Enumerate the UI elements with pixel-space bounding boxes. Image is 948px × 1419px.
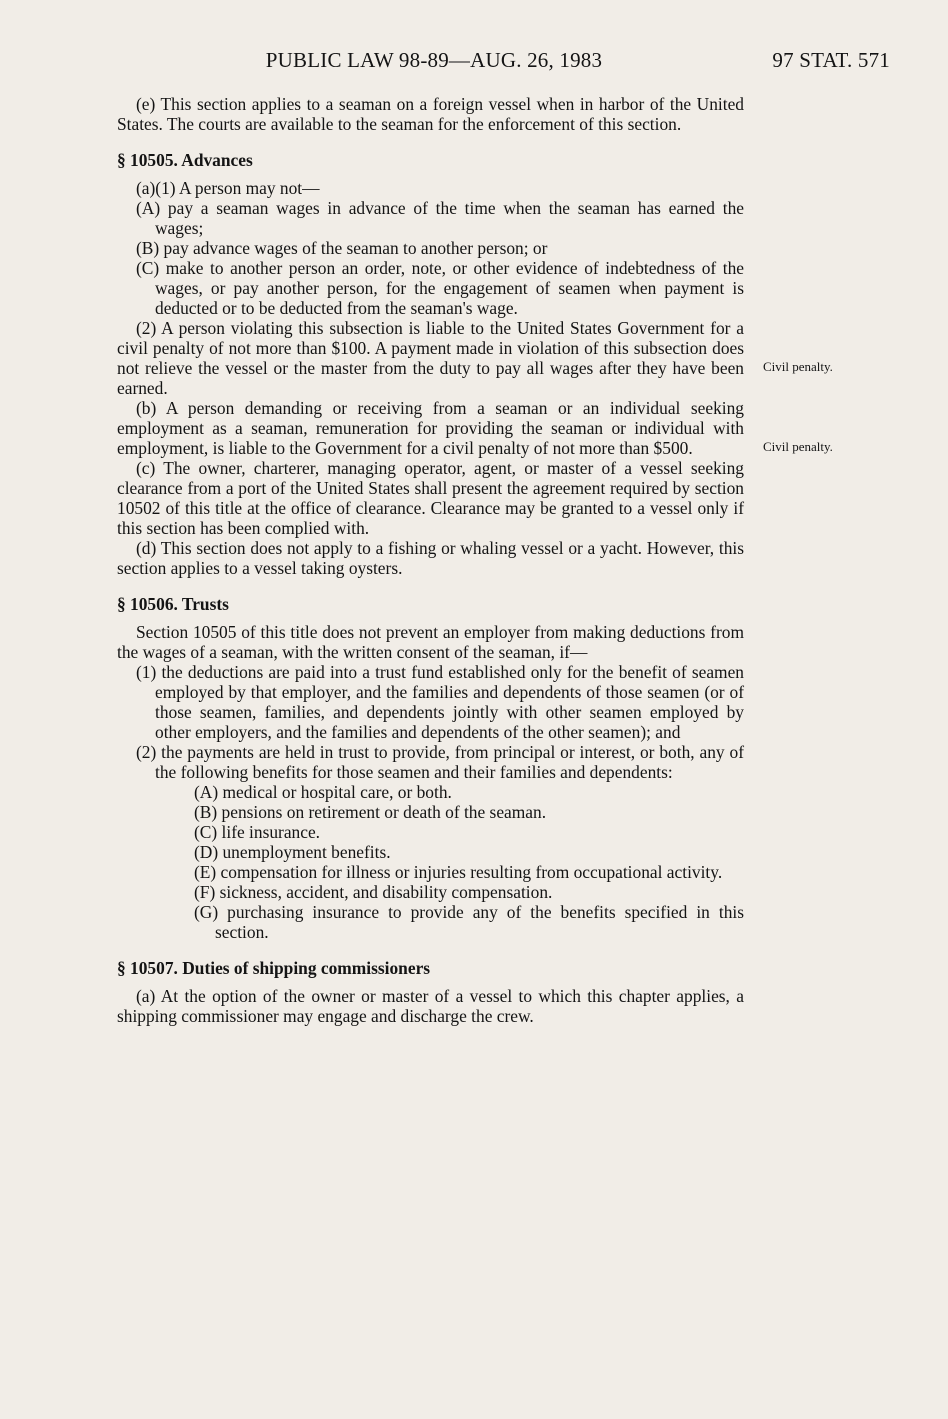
paragraph-trusts-1: (1) the deductions are paid into a trust fund established only for the benefit of seamen employed by that employer, and the families and dependents of those seamen (or of those seamen, families, and dependents jointly with other seamen employed by other employers, and the families and dependents of the other seamen); and xyxy=(136,662,744,742)
margin-note-civil-penalty: Civil penalty. xyxy=(763,359,833,374)
paragraph-trusts-G: (G) purchasing insurance to provide any of the benefits specified in this section. xyxy=(194,902,744,942)
paragraph-a1-A: (A) pay a seaman wages in advance of the time when the seaman has earned the wages; xyxy=(136,198,744,238)
paragraph-trusts-F: (F) sickness, accident, and disability compensation. xyxy=(194,882,553,902)
running-header-title: PUBLIC LAW 98-89—AUG. 26, 1983 xyxy=(265,48,603,72)
paragraph-10504-e: (e) This section applies to a seaman on a foreign vessel when in harbor of the United States. The courts are available to the seaman for the enforcement of this section. xyxy=(117,94,744,134)
paragraph-b: (b) A person demanding or receiving from a seaman or an individual seeking employment as a seaman, remuneration for providing the seaman or individual with employment, is liable to the Government for a civil penalty of not more than $500. xyxy=(117,398,744,458)
section-heading-10505: § 10505. Advances xyxy=(117,150,253,170)
paragraph-trusts-C: (C) life insurance. xyxy=(194,822,321,842)
paragraph-a1-B: (B) pay advance wages of the seaman to another person; or xyxy=(136,238,548,258)
running-header-stat: 97 STAT. 571 xyxy=(772,48,890,72)
paragraph-trusts-A: (A) medical or hospital care, or both. xyxy=(194,782,452,802)
paragraph-a1-C: (C) make to another person an order, note, or other evidence of indebtedness of the wages, or pay another person, for the engagement of seamen when payment is deducted or to be deducted from the seaman's wage. xyxy=(136,258,744,318)
margin-note-civil-penalty: Civil penalty. xyxy=(763,439,833,454)
body-text xyxy=(117,94,744,1026)
paragraph-d: (d) This section does not apply to a fishing or whaling vessel or a yacht. However, this section applies to a vessel taking oysters. xyxy=(117,538,744,578)
paragraph-10507-a: (a) At the option of the owner or master of a vessel to which this chapter applies, a shipping commissioner may engage and discharge the crew. xyxy=(117,986,744,1026)
paragraph-a2: (2) A person violating this subsection is liable to the United States Government for a civil penalty of not more than $100. A payment made in violation of this subsection does not relieve the vessel or the master from the duty to pay all wages after they have been earned. xyxy=(117,318,744,398)
section-heading-10507: § 10507. Duties of shipping commissioners xyxy=(117,958,431,978)
paragraph-trusts-B: (B) pensions on retirement or death of the seaman. xyxy=(194,802,547,822)
paragraph-c: (c) The owner, charterer, managing operator, agent, or master of a vessel seeking clearance from a port of the United States shall present the agreement required by section 10502 of this title at the office of clearance. Clearance may be granted to a vessel only if this section has been complied with. xyxy=(117,458,744,538)
paragraph-a1: (a)(1) A person may not— xyxy=(136,178,320,198)
paragraph-trusts-E: (E) compensation for illness or injuries resulting from occupational activity. xyxy=(194,862,723,882)
paragraph-trusts-2: (2) the payments are held in trust to provide, from principal or interest, or both, any of the following benefits for those seamen and their families and dependents: xyxy=(136,742,744,782)
paragraph-trusts-intro: Section 10505 of this title does not prevent an employer from making deductions from the wages of a seaman, with the written consent of the seaman, if— xyxy=(117,622,744,662)
section-heading-10506: § 10506. Trusts xyxy=(117,594,229,614)
paragraph-trusts-D: (D) unemployment benefits. xyxy=(194,842,391,862)
